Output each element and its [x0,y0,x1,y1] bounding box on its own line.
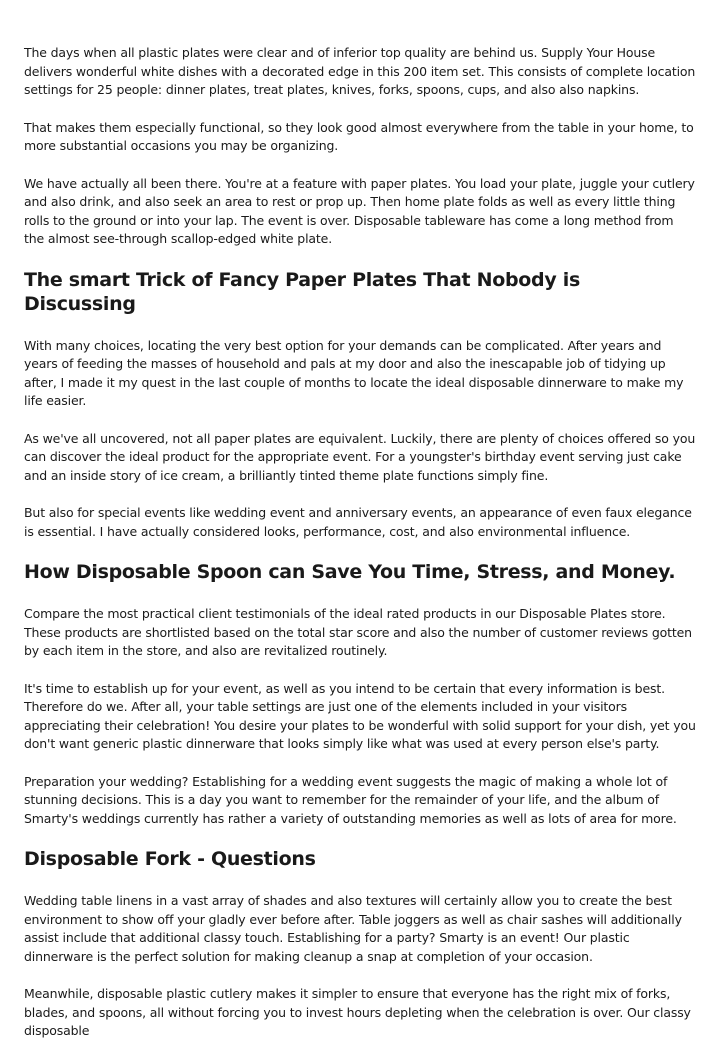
paragraph: Wedding table linens in a vast array of shades and also textures will certainly allow you to create the best environment to show off your gladly ever before after. Table joggers as well as chair sashes will additionally assist include that additional classy touch. Establishing for a party? Smarty is an event! Our plastic dinnerware is the perfect solution for making cleanup a snap at completion of your occasion. [24,893,682,964]
section-heading: How Disposable Spoon can Save You Time, Stress, and Money. [24,561,676,583]
paragraph: With many choices, locating the very best option for your demands can be complicated. After years and years of feeding the masses of household and pals at my door and also the inescapable job of tidying up after, I made it my quest in the last couple of months to locate the ideal disposable dinnerware to make my life easier. [24,337,684,408]
paragraph: As we've all uncovered, not all paper plates are equivalent. Luckily, there are plenty of choices offered so you can discover the ideal product for the appropriate event. For a youngster's birthday event serving just cake and an inside story of ice cream, a brilliantly tinted theme plate functions simply fine. [24,430,696,483]
paragraph: But also for special events like wedding event and anniversary events, an appearance of even faux elegance is essential. I have actually considered looks, performance, cost, and also environmental influence. [24,505,692,539]
section-heading: The smart Trick of Fancy Paper Plates That Nobody is Discussing [24,268,580,315]
paragraph: Meanwhile, disposable plastic cutlery makes it simpler to ensure that everyone has the right mix of forks, blades, and spoons, all without forcing you to invest hours depleting when the celebration is over. Our classy disposable [24,986,691,1038]
paragraph: It's time to establish up for your event, as well as you intend to be certain that every information is best. Therefore do we. After all, your table settings are just one of the elements included in your visitors appreciating their celebration! You desire your plates to be wonderful with solid support for your dish, yet you don't want generic plastic dinnerware that looks simply like what was used at every person else's party. [24,680,696,751]
paragraph: Compare the most practical client testimonials of the ideal rated products in our Disposable Plates store. These products are shortlisted based on the total star score and also the number of customer reviews gotten by each item in the store, and also are revitalized routinely. [24,606,692,658]
article [24,44,696,1060]
paragraph: We have actually all been there. You're at a feature with paper plates. You load your plate, juggle your cutlery and also drink, and also seek an area to rest or prop up. Then home plate folds as well as every little thing rolls to the ground or into your lap. The event is over. Disposable tableware has come a long method from the almost see-through scallop-edged white plate. [24,175,695,246]
paragraph: Preparation your wedding? Establishing for a wedding event suggests the magic of making a whole lot of stunning decisions. This is a day you want to remember for the remainder of your life, and the album of Smarty's weddings currently has rather a variety of outstanding memories as well as lots of area for more. [24,773,677,826]
paragraph: The days when all plastic plates were clear and of inferior top quality are behind us. Supply Your House delivers wonderful white dishes with a decorated edge in this 200 item set. This consists of complete location settings for 25 people: dinner plates, treat plates, knives, forks, spoons, cups, and also also napkins. [24,45,696,97]
section-heading: Disposable Fork - Questions [24,848,316,870]
paragraph: That makes them especially functional, so they look good almost everywhere from the table in your home, to more substantial occasions you may be organizing. [24,119,694,153]
